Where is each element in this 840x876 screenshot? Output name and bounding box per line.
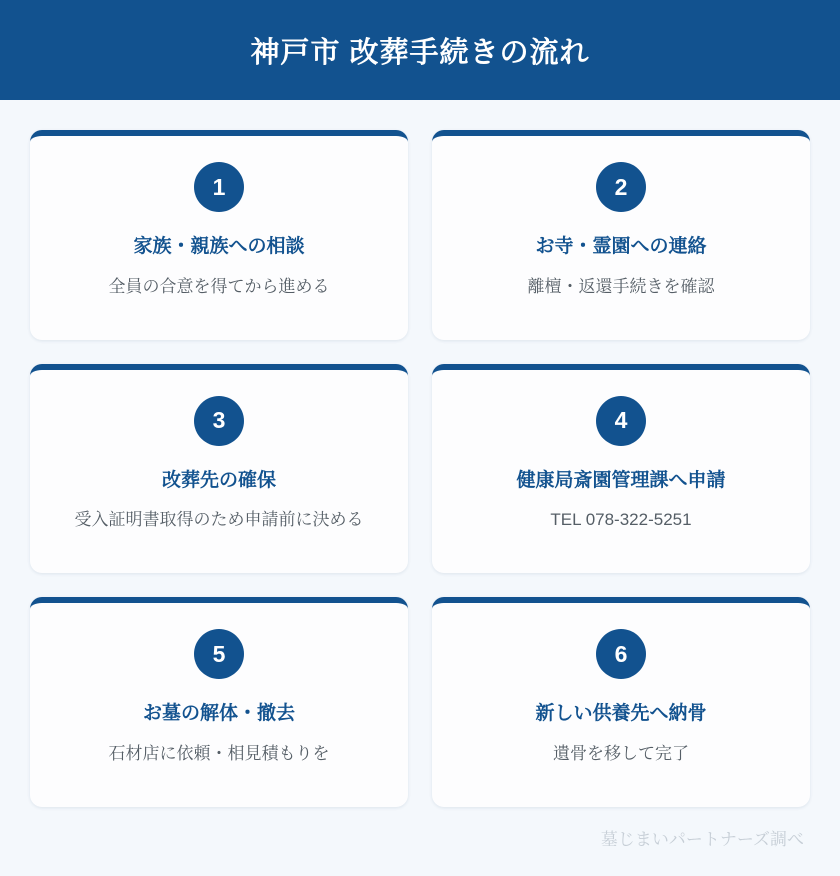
- step-description: 受入証明書取得のため申請前に決める: [74, 510, 364, 530]
- step-description: 遺骨を移して完了: [553, 743, 689, 763]
- step-description: 石材店に依頼・相見積もりを: [108, 743, 330, 763]
- header-bar: [0, 0, 840, 100]
- step-description: 全員の合意を得てから進める: [108, 276, 330, 296]
- page-title: 神戸市 改葬手続きの流れ: [250, 36, 590, 69]
- step-number-badge: 1: [194, 162, 244, 212]
- steps-grid: [0, 100, 840, 807]
- step-number-badge: 4: [596, 396, 646, 446]
- footer: [0, 807, 840, 876]
- step-card-4: [432, 364, 810, 574]
- step-title: お寺・霊園への連絡: [535, 236, 707, 257]
- step-title: 家族・親族への相談: [133, 236, 305, 257]
- step-card-1: [30, 130, 408, 340]
- step-number-badge: 3: [194, 396, 244, 446]
- step-title: お墓の解体・撤去: [142, 703, 295, 725]
- step-description: 離檀・返還手続きを確認: [527, 276, 715, 296]
- source-note: 墓じまいパートナーズ調べ: [600, 830, 804, 849]
- step-title: 新しい供養先へ納骨: [535, 703, 707, 725]
- step-title: 改葬先の確保: [161, 469, 276, 491]
- step-card-3: [30, 364, 408, 574]
- step-title: 健康局斎園管理課へ申請: [516, 469, 726, 491]
- step-card-2: [432, 130, 810, 340]
- step-card-6: [432, 597, 810, 807]
- step-number-badge: 5: [194, 629, 244, 679]
- step-description: TEL 078-322-5251: [550, 510, 692, 530]
- step-number-badge: 6: [596, 629, 646, 679]
- step-card-5: [30, 597, 408, 807]
- step-number-badge: 2: [596, 162, 646, 212]
